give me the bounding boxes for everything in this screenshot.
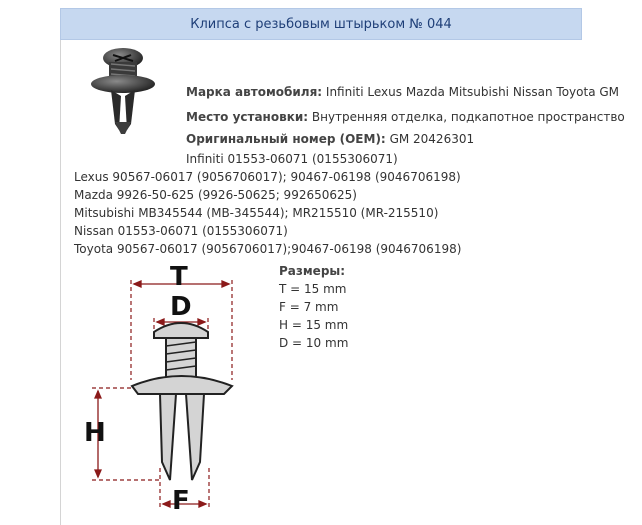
page-title: Клипса с резьбовым штырьком № 044 [190,16,452,32]
place-label: Место установки: [186,110,309,124]
oem-line: Lexus 90567-06017 (9056706017); 90467-06198 (9046706198) [74,170,461,184]
size-item: F = 7 mm [279,300,339,314]
place-row [186,110,625,124]
oem-line: Infiniti 01553-06071 (0155306071) [186,152,398,166]
size-item: T = 15 mm [279,282,347,296]
dimension-label-d: D [170,292,192,322]
oem-line: Mitsubishi MB345544 (MB-345544); MR215510 (MR-215510) [74,206,439,220]
size-item: H = 15 mm [279,318,349,332]
dimension-label-f: F [172,486,190,516]
dimension-label-h: H [84,418,106,448]
size-item: D = 10 mm [279,336,349,350]
page-header [60,8,582,40]
oem-line: Nissan 01553-06071 (0155306071) [74,224,288,238]
clip-photo [85,46,165,142]
brand-row [186,85,619,99]
brand-value: Infiniti Lexus Mazda Mitsubishi Nissan Toyota GM [325,85,620,99]
clip-outline [132,323,232,480]
sizes-title: Размеры: [279,264,346,278]
oem-row [186,132,474,146]
brand-label: Марка автомобиля: [186,85,323,99]
sizes-block [279,262,348,352]
dimension-label-t: T [170,262,188,292]
oem-line: Mazda 9926-50-625 (9926-50625; 992650625) [74,188,357,202]
oem-line: Toyota 90567-06017 (9056706017);90467-06198 (9046706198) [74,242,462,256]
dimension-diagram [74,262,254,524]
oem-value: GM 20426301 [389,132,475,146]
place-value: Внутренняя отделка, подкапотное пространство [311,110,625,124]
content-left-border [60,40,61,525]
oem-label: Оригинальный номер (OEM): [186,132,386,146]
